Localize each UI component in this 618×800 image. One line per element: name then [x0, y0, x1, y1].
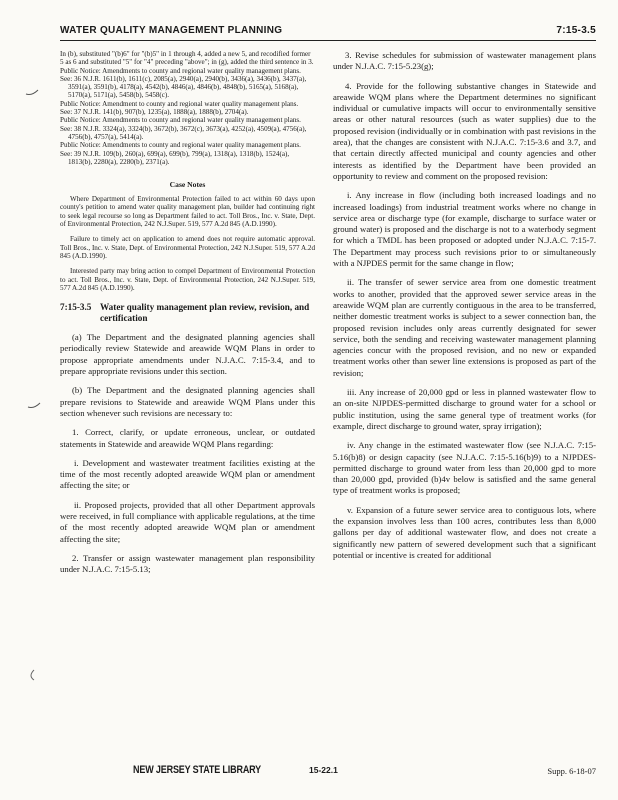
paragraph: iii. Any increase of 20,000 gpd or less in planned wastewater flow to an on-site NJPDES-permitted discharge to ground water for a school or public institution, using the same general type of treatment works (for example, direct discharge to ground water, spray irrigation); — [333, 387, 596, 431]
paragraph: 2. Transfer or assign wastewater management plan responsibility under N.J.A.C. 7:15-5.13; — [60, 552, 315, 575]
history-note: See: 39 N.J.R. 109(b), 260(a), 699(a), 699(b), 799(a), 1318(a), 1318(b), 1524(a), 1813(b), 2280(a), 2280(b), 2371(a). — [60, 149, 290, 166]
history-notes — [60, 50, 315, 166]
case-note: Where Department of Environmental Protection failed to act within 60 days upon county's petition to amend water quality management plan, builder had continuing right to seek legal recourse so long as Department failed to act. Toll Bros., Inc. v. State, Dept. of Environmental Protection, 242 N.J.Super. 519, 577 A.2d 845 (A.D.1990). — [60, 195, 315, 229]
paragraph: iv. Any change in the estimated wastewater flow (see N.J.A.C. 7:15-5.16(b)8) or design capacity (see N.J.A.C. 7:15-5.16(b)9) to a NJPDES-permitted discharge to ground water from less than 20,000 gpd to more than 20,000 gpd, provided (b)4v below is satisfied and the same general type of treatment works is proposed; — [333, 440, 596, 496]
left-column — [60, 50, 315, 583]
case-notes — [60, 195, 315, 292]
right-body — [333, 50, 596, 561]
right-column — [333, 50, 596, 569]
supplement-date: Supp. 6-18-07 — [547, 766, 596, 776]
paragraph: ii. The transfer of sewer service area from one domestic treatment works to another, provided that the approved sewer service areas in the areawide WQM plan are currently contiguous in the area to be transferred, neither domestic treatment works is subject to a sewer connection ban, the proposed revision includes only areas currently designated for sewer service, both the sending and receiving wastewater management planning agencies concur with the proposed revision, and no new or expanded treatment works other than sewer line extensions is proposed as part of the revision; — [333, 277, 596, 378]
punch-mark-icon — [24, 668, 46, 682]
history-note: Public Notice: Amendments to county and regional water quality management plans. — [60, 66, 301, 75]
case-note: Failure to timely act on application to amend does not require automatic approval. Toll Bros., Inc. v. State, Dept. of Environmental Protection, 242 N.J.Super. 519, 577 A.2d 845 (A.D.1990). — [60, 235, 315, 260]
history-note: Public Notice: Amendments to county and regional water quality management plans. — [60, 116, 301, 125]
paragraph: 1. Correct, clarify, or update erroneous, unclear, or outdated statements in Statewide and areawide WQM Plans regarding: — [60, 427, 315, 449]
paragraph: (b) The Department and the designated planning agencies shall prepare revisions to Statewide and areawide WQM Plans under this section whenever such revisions are necessary to: — [60, 385, 315, 418]
paragraph: i. Development and wastewater treatment facilities existing at the time of the most recently adopted areawide WQM plan or amendment affecting the site; or — [60, 457, 315, 491]
punch-mark-icon — [24, 84, 46, 98]
history-note: Public Notice: Amendments to county and regional water quality management plans. — [60, 141, 301, 150]
header-title: WATER QUALITY MANAGEMENT PLANNING — [60, 25, 283, 36]
history-note: In (b), substituted "(b)6" for "(b)5" in 1 through 4, added a new 5, and recodified former 5 as 6 and substituted "5" for "4" preceding "above"; in (g), added the third sentence in 3. — [60, 50, 314, 67]
history-note: Public Notice: Amendment to county and regional water quality management plans. — [60, 99, 299, 108]
library-stamp: NEW JERSEY STATE LIBRARY — [133, 764, 262, 776]
history-note: See: 37 N.J.R. 141(b), 907(b), 1235(a), 1888(a), 1888(b), 2704(a). — [60, 108, 249, 117]
history-note: See: 38 N.J.R. 3324(a), 3324(b), 3672(b), 3672(c), 3673(a), 4252(a), 4509(a), 4756(a), 4756(b), 4757(a), 5414(a). — [60, 124, 307, 141]
paragraph: ii. Proposed projects, provided that all other Department approvals were received, in full compliance with applicable regulations, at the time of the most recently adopted areawide WQM plan or amendment affecting the site; — [60, 499, 315, 544]
left-body — [60, 332, 315, 575]
paragraph: (a) The Department and the designated planning agencies shall periodically review Statewide and areawide WQM Plans in order to propose appropriate amendments under N.J.A.C. 7:15-3.4, and to prepare appropriate revisions under this section. — [60, 332, 315, 377]
section-title: Water quality management plan review, revision, and certification — [100, 302, 310, 324]
section-heading — [60, 302, 315, 324]
paragraph: v. Expansion of a future sewer service area to contiguous lots, where the expansion involves less than 100 acres, contributes less than 8,000 gallons per day of additional wastewater flow, and does not create a significantly new pattern of sewered development such that a significant potential or incentive is created for additional — [333, 504, 596, 560]
paragraph: 4. Provide for the following substantive changes in Statewide and areawide WQM plans where the Department determines no significant individual or cumulative impacts will occur to environmentally sensitive areas or other natural resources (such as water supplies) due to the proposed revision (individually or in combination with past revisions in the area), that the changes are consistent with N.J.A.C. 7:15-3.6 and 3.7, and that certain directly affected municipal and county agencies and other interests as identified by the Department have been provided an opportunity to review and comment on the proposed revision: — [333, 80, 596, 181]
running-header — [60, 24, 596, 41]
punch-mark-icon — [24, 398, 46, 412]
paragraph: 3. Revise schedules for submission of wastewater management plans under N.J.A.C. 7:15-5.23(g); — [333, 50, 596, 72]
header-section-ref: 7:15-3.5 — [556, 25, 596, 36]
paragraph: i. Any increase in flow (including both increased loadings and no increased loadings) from industrial treatment works where no change in service area or discharge type (for example, discharge to surface water or ground water) is proposed and the discharge is not to a waterbody segment for which a TMDL has been proposed or adopted under N.J.A.C. 7:15-7. The Department may process such revisions prior to or simultaneously with a NJPDES permit for the same change in flow; — [333, 190, 596, 269]
case-notes-title: Case Notes — [169, 180, 206, 190]
page-number: 15-22.1 — [309, 765, 338, 775]
case-note: Interested party may bring action to compel Department of Environmental Protection to act. Toll Bros., Inc. v. State, Dept. of Environmental Protection, 242 N.J.Super. 519, 577 A.2d 845 (A.D.1990). — [60, 267, 315, 292]
history-note: See: 36 N.J.R. 1611(b), 1611(c), 2085(a), 2940(a), 2940(b), 3436(a), 3436(b), 3437(a), 3591(a), 3591(b), 4178(a), 4542(b), 4846(a), 4846(b), 4848(b), 5165(a), 5168(a), 5170(a), 5171(a), 5458(b), 5458(c). — [60, 74, 307, 100]
section-number: 7:15-3.5 — [60, 302, 92, 313]
page-footer — [0, 764, 618, 784]
